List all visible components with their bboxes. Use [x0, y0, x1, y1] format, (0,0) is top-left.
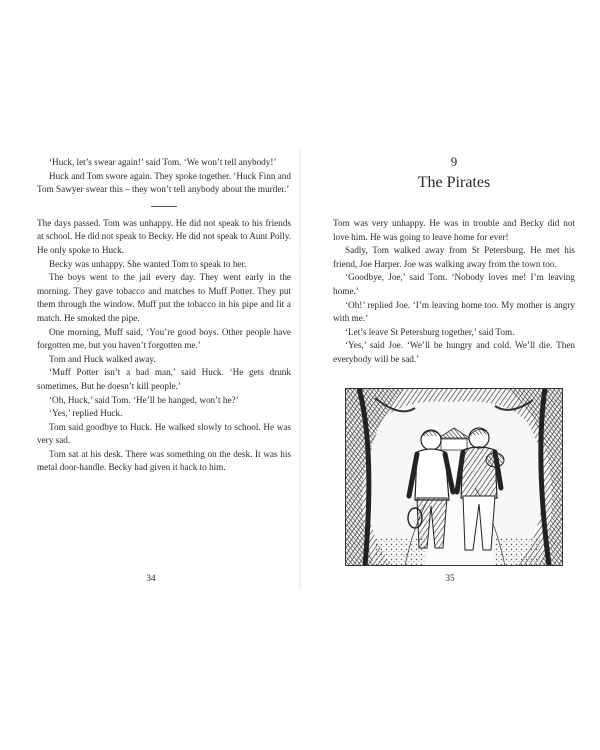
paragraph: Tom and Huck walked away.: [49, 353, 156, 364]
paragraph: Huck and Tom swore again. They spoke together. ‘Huck Finn and Tom Sawyer swear this – they won’t tell anybody about the murder.’: [37, 170, 291, 195]
paragraph: ‘Oh, Huck,’ said Tom. ‘He’ll be hanged, won’t he?’: [49, 394, 239, 405]
page-number-right: 35: [445, 573, 455, 583]
paragraph: ‘Goodbye, Joe,’ said Tom. ‘Nobody loves me! I’m leaving home.’: [333, 272, 575, 296]
section-divider: [151, 206, 177, 207]
left-page-text: [37, 156, 291, 475]
book-gutter: [298, 150, 302, 590]
right-page: [300, 0, 600, 750]
paragraph: Tom sat at his desk. There was something on the desk. It was his metal door-handle. Becky had given it back to him.: [37, 448, 291, 473]
paragraph: ‘Yes,’ replied Huck.: [49, 408, 123, 419]
chapter-number: 9: [450, 154, 458, 169]
paragraph: The boys went to the jail every day. They went early in the morning. They gave tobacco and matches to Muff Potter. They put them through the window. Muff put the tobacco in his pipe and lit a match. He smoked the pipe.: [37, 272, 291, 323]
paragraph: ‘Oh!’ replied Joe. ‘I’m leaving home too. My mother is angry with me.’: [333, 299, 575, 324]
illustration-boys-walking: [345, 388, 563, 566]
page-number-left: 34: [146, 573, 156, 583]
paragraph: ‘Huck, let’s swear again!’ said Tom. ‘We won’t tell anybody!’: [49, 157, 277, 167]
right-page-text: [333, 217, 575, 367]
paragraph: Becky was unhappy. She wanted Tom to speak to her.: [49, 258, 247, 269]
paragraph: The days passed. Tom was unhappy. He did not speak to his friends at school. He did not speak to Becky. He did not speak to Aunt Polly. He only spoke to Huck.: [37, 217, 291, 255]
paragraph: Tom said goodbye to Huck. He walked slowly to school. He was very sad.: [37, 421, 291, 446]
paragraph: Sadly, Tom walked away from St Petersburg. He met his friend, Joe Harper. Joe was walking away from the town too.: [333, 245, 575, 269]
paragraph: ‘Muff Potter isn’t a bad man,’ said Huck. ‘He gets drunk sometimes. But he doesn’t kill people.’: [37, 367, 291, 391]
chapter-title: The Pirates: [417, 174, 491, 191]
paragraph: ‘Yes,’ said Joe. ‘We’ll be hungry and cold. We’ll die. Then everybody will be sad.’: [333, 340, 575, 364]
paragraph: One morning, Muff said, ‘You’re good boys. Other people have forgotten me, but you haven’t forgotten me.’: [37, 326, 291, 351]
paragraph: ‘Let’s leave St Petersburg together,’ said Tom.: [345, 326, 515, 337]
paragraph: Tom was very unhappy. He was in trouble and Becky did not love him. He was going to leave home for ever!: [333, 218, 575, 242]
